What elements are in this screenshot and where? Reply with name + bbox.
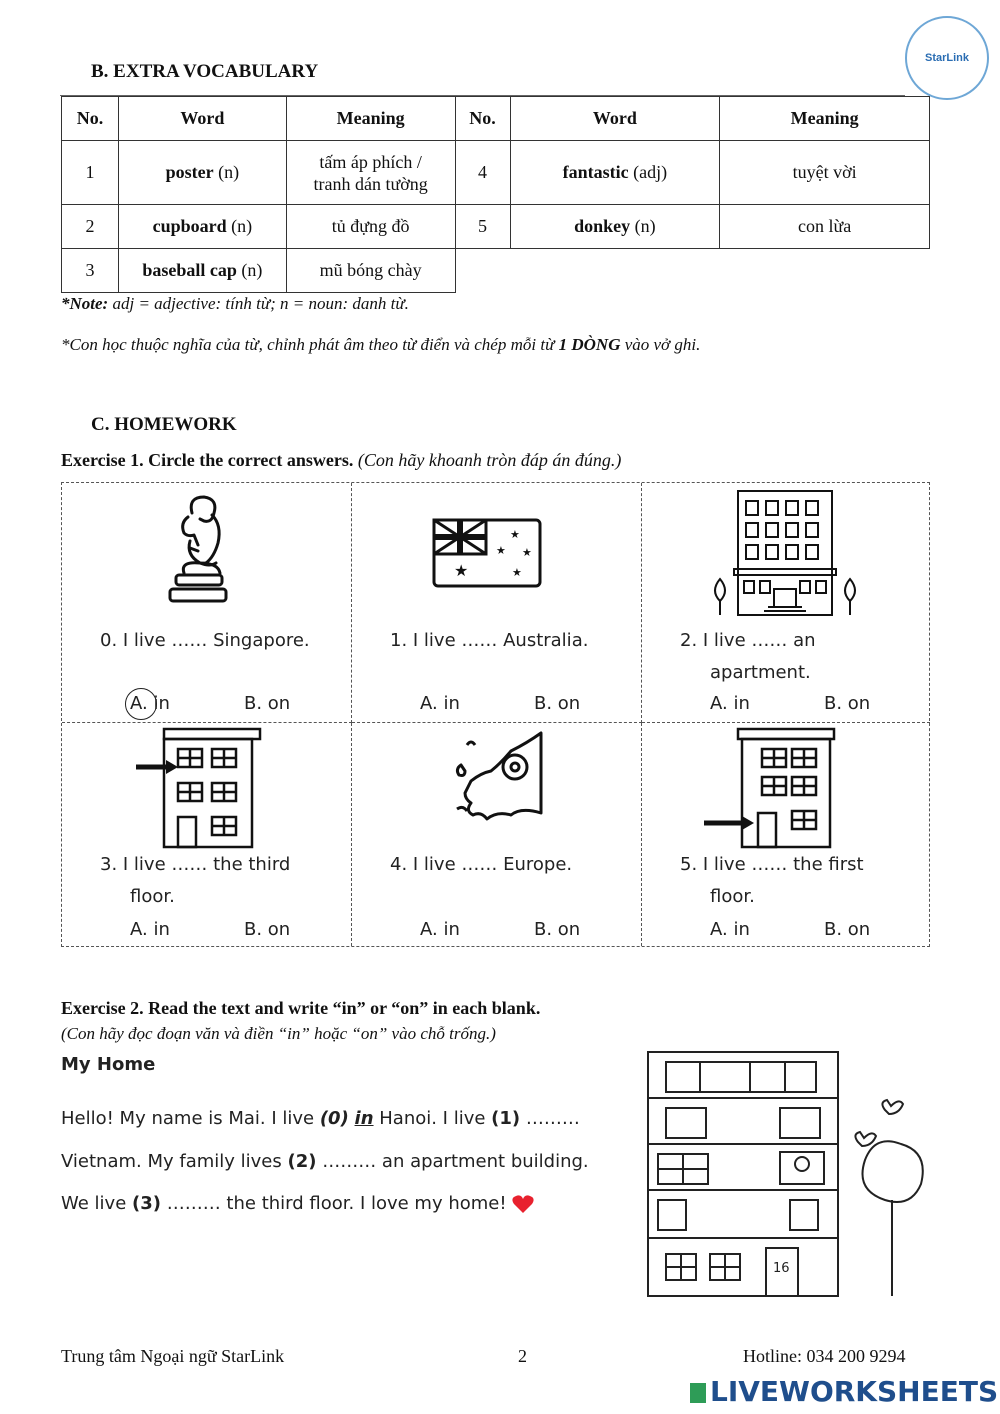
vocabulary-table (61, 96, 930, 293)
svg-text:★: ★ (496, 544, 506, 557)
header-word-2: Word (510, 97, 720, 141)
heart-icon (512, 1194, 534, 1214)
pos-text: (n) (226, 216, 253, 236)
question-2-text-cont: apartment. (710, 662, 811, 683)
liveworksheets-logo[interactable] (690, 1375, 998, 1408)
cell-word-2 (510, 141, 720, 205)
story-text: Hanoi. I live (373, 1108, 492, 1129)
meaning-line-2: tranh dán tường (313, 173, 428, 194)
question-1-text: 1. I live …… Australia. (390, 630, 589, 651)
cell-meaning-2: tuyệt vời (720, 141, 930, 205)
table-row (62, 141, 930, 205)
option-4-a[interactable]: A. in (420, 919, 460, 940)
table-row (62, 205, 930, 249)
story-line-1 (61, 1108, 580, 1129)
blank-2[interactable]: ……… an apartment building. (316, 1151, 589, 1172)
cell-word-2 (510, 205, 720, 249)
cell-meaning (286, 141, 455, 205)
cell-word (118, 141, 286, 205)
cell-no-2: 4 (455, 141, 510, 205)
starlink-logo (905, 16, 989, 100)
cell-meaning: tủ đựng đồ (286, 205, 455, 249)
page-number: 2 (518, 1346, 527, 1366)
exercise-1-hint: (Con hãy khoanh tròn đáp án đúng.) (353, 450, 622, 470)
pos-text: (n) (213, 162, 240, 182)
blank-3[interactable]: ……… the third floor. I love my home! (160, 1193, 507, 1214)
pos-text: (adj) (628, 162, 668, 182)
blank-number-2: (2) (287, 1151, 317, 1172)
australia-flag-icon (432, 518, 542, 588)
header-meaning: Meaning (286, 97, 455, 141)
pos-text: (n) (236, 260, 263, 280)
pos-text: (n) (630, 216, 656, 236)
story-text: We live (61, 1193, 132, 1214)
cell-no: 1 (62, 141, 119, 205)
question-5-text-cont: floor. (710, 886, 755, 907)
blank-number-3: (3) (132, 1193, 161, 1214)
header-no: No. (62, 97, 119, 141)
instruction-text-end: vào vở ghi. (620, 335, 701, 354)
story-line-3 (61, 1193, 534, 1214)
word-text: poster (165, 162, 214, 182)
option-2-b[interactable]: B. on (824, 693, 871, 714)
example-answer: in (354, 1108, 374, 1129)
exercise-2-title: Exercise 2. Read the text and write “in” or “on” in each blank. (61, 998, 541, 1018)
svg-text:★: ★ (522, 546, 532, 559)
option-5-a[interactable]: A. in (710, 919, 750, 940)
third-floor-arrow-icon (134, 727, 264, 851)
option-0-b[interactable]: B. on (244, 693, 291, 714)
option-0-a[interactable]: A. in (130, 693, 170, 714)
exercise-1-title (61, 450, 621, 471)
first-floor-arrow-icon (702, 727, 842, 851)
header-no-2: No. (455, 97, 510, 141)
svg-text:★: ★ (512, 566, 522, 579)
door-number: 16 (773, 1261, 790, 1276)
instruction-line (61, 335, 700, 355)
word-text: fantastic (562, 162, 629, 182)
question-3-text-cont: floor. (130, 886, 175, 907)
option-3-b[interactable]: B. on (244, 919, 291, 940)
question-0-text: 0. I live …… Singapore. (100, 630, 310, 651)
exercise-1-label: Exercise 1. Circle the correct answers. (61, 450, 354, 470)
section-c-title: C. HOMEWORK (91, 414, 237, 435)
option-1-a[interactable]: A. in (420, 693, 460, 714)
footer-left: Trung tâm Ngoại ngữ StarLink (61, 1346, 285, 1366)
story-title: My Home (61, 1054, 156, 1075)
answer-circle (125, 688, 157, 720)
word-text: cupboard (152, 216, 227, 236)
question-5-text: 5. I live …… the first (680, 854, 864, 875)
brand-text: LIVEWORKSHEETS (710, 1375, 999, 1408)
blank-number-0: (0) (319, 1108, 349, 1129)
footer-hotline: Hotline: 034 200 9294 (743, 1346, 906, 1366)
section-b-title: B. EXTRA VOCABULARY (91, 61, 319, 82)
logo-text: StarLink (924, 52, 969, 64)
empty-cell (455, 249, 929, 293)
meaning-line-1: tấm áp phích / (319, 151, 422, 172)
note-line (61, 294, 409, 314)
word-text: baseball cap (142, 260, 237, 280)
story-text: Vietnam. My family lives (61, 1151, 288, 1172)
option-2-a[interactable]: A. in (710, 693, 750, 714)
header-meaning-2: Meaning (720, 97, 930, 141)
question-2-text: 2. I live …… an (680, 630, 816, 651)
note-label: *Note: (61, 294, 109, 313)
option-3-a[interactable]: A. in (130, 919, 170, 940)
svg-text:★: ★ (454, 561, 469, 580)
story-line-2 (61, 1151, 589, 1172)
exercise-1-grid (61, 482, 930, 947)
option-1-b[interactable]: B. on (534, 693, 581, 714)
note-text: adj = adjective: tính từ; n = noun: danh từ. (108, 294, 409, 313)
table-row (62, 249, 930, 293)
instruction-bold: 1 DÒNG (558, 335, 621, 354)
cell-no-2: 5 (455, 205, 510, 249)
word-text: donkey (574, 216, 631, 236)
instruction-text: *Con học thuộc nghĩa của từ, chỉnh phát âm theo từ điển và chép mỗi từ (61, 335, 559, 354)
question-3-text: 3. I live …… the third (100, 854, 291, 875)
svg-text:★: ★ (510, 528, 520, 541)
question-4-text: 4. I live …… Europe. (390, 854, 573, 875)
table-header-row (62, 97, 930, 141)
cell-meaning: mũ bóng chày (286, 249, 455, 293)
exercise-2-hint: (Con hãy đọc đoạn văn và điền “in” hoặc “on” vào chỗ trống.) (61, 1024, 496, 1043)
cell-no: 3 (62, 249, 119, 293)
blank-number-1: (1) (491, 1108, 521, 1129)
option-4-b[interactable]: B. on (534, 919, 581, 940)
cell-word (118, 249, 286, 293)
header-word: Word (118, 97, 286, 141)
cell-meaning-2: con lừa (720, 205, 930, 249)
merlion-icon (162, 493, 242, 608)
blank-1[interactable]: ……… (520, 1108, 580, 1129)
apartment-illustration (640, 1050, 945, 1300)
story-text: Hello! My name is Mai. I live (61, 1108, 320, 1129)
europe-map-icon (447, 731, 557, 831)
liveworksheets-mark-icon (690, 1383, 706, 1403)
option-5-b[interactable]: B. on (824, 919, 871, 940)
apartment-building-icon (710, 489, 860, 617)
cell-word (118, 205, 286, 249)
cell-no: 2 (62, 205, 119, 249)
